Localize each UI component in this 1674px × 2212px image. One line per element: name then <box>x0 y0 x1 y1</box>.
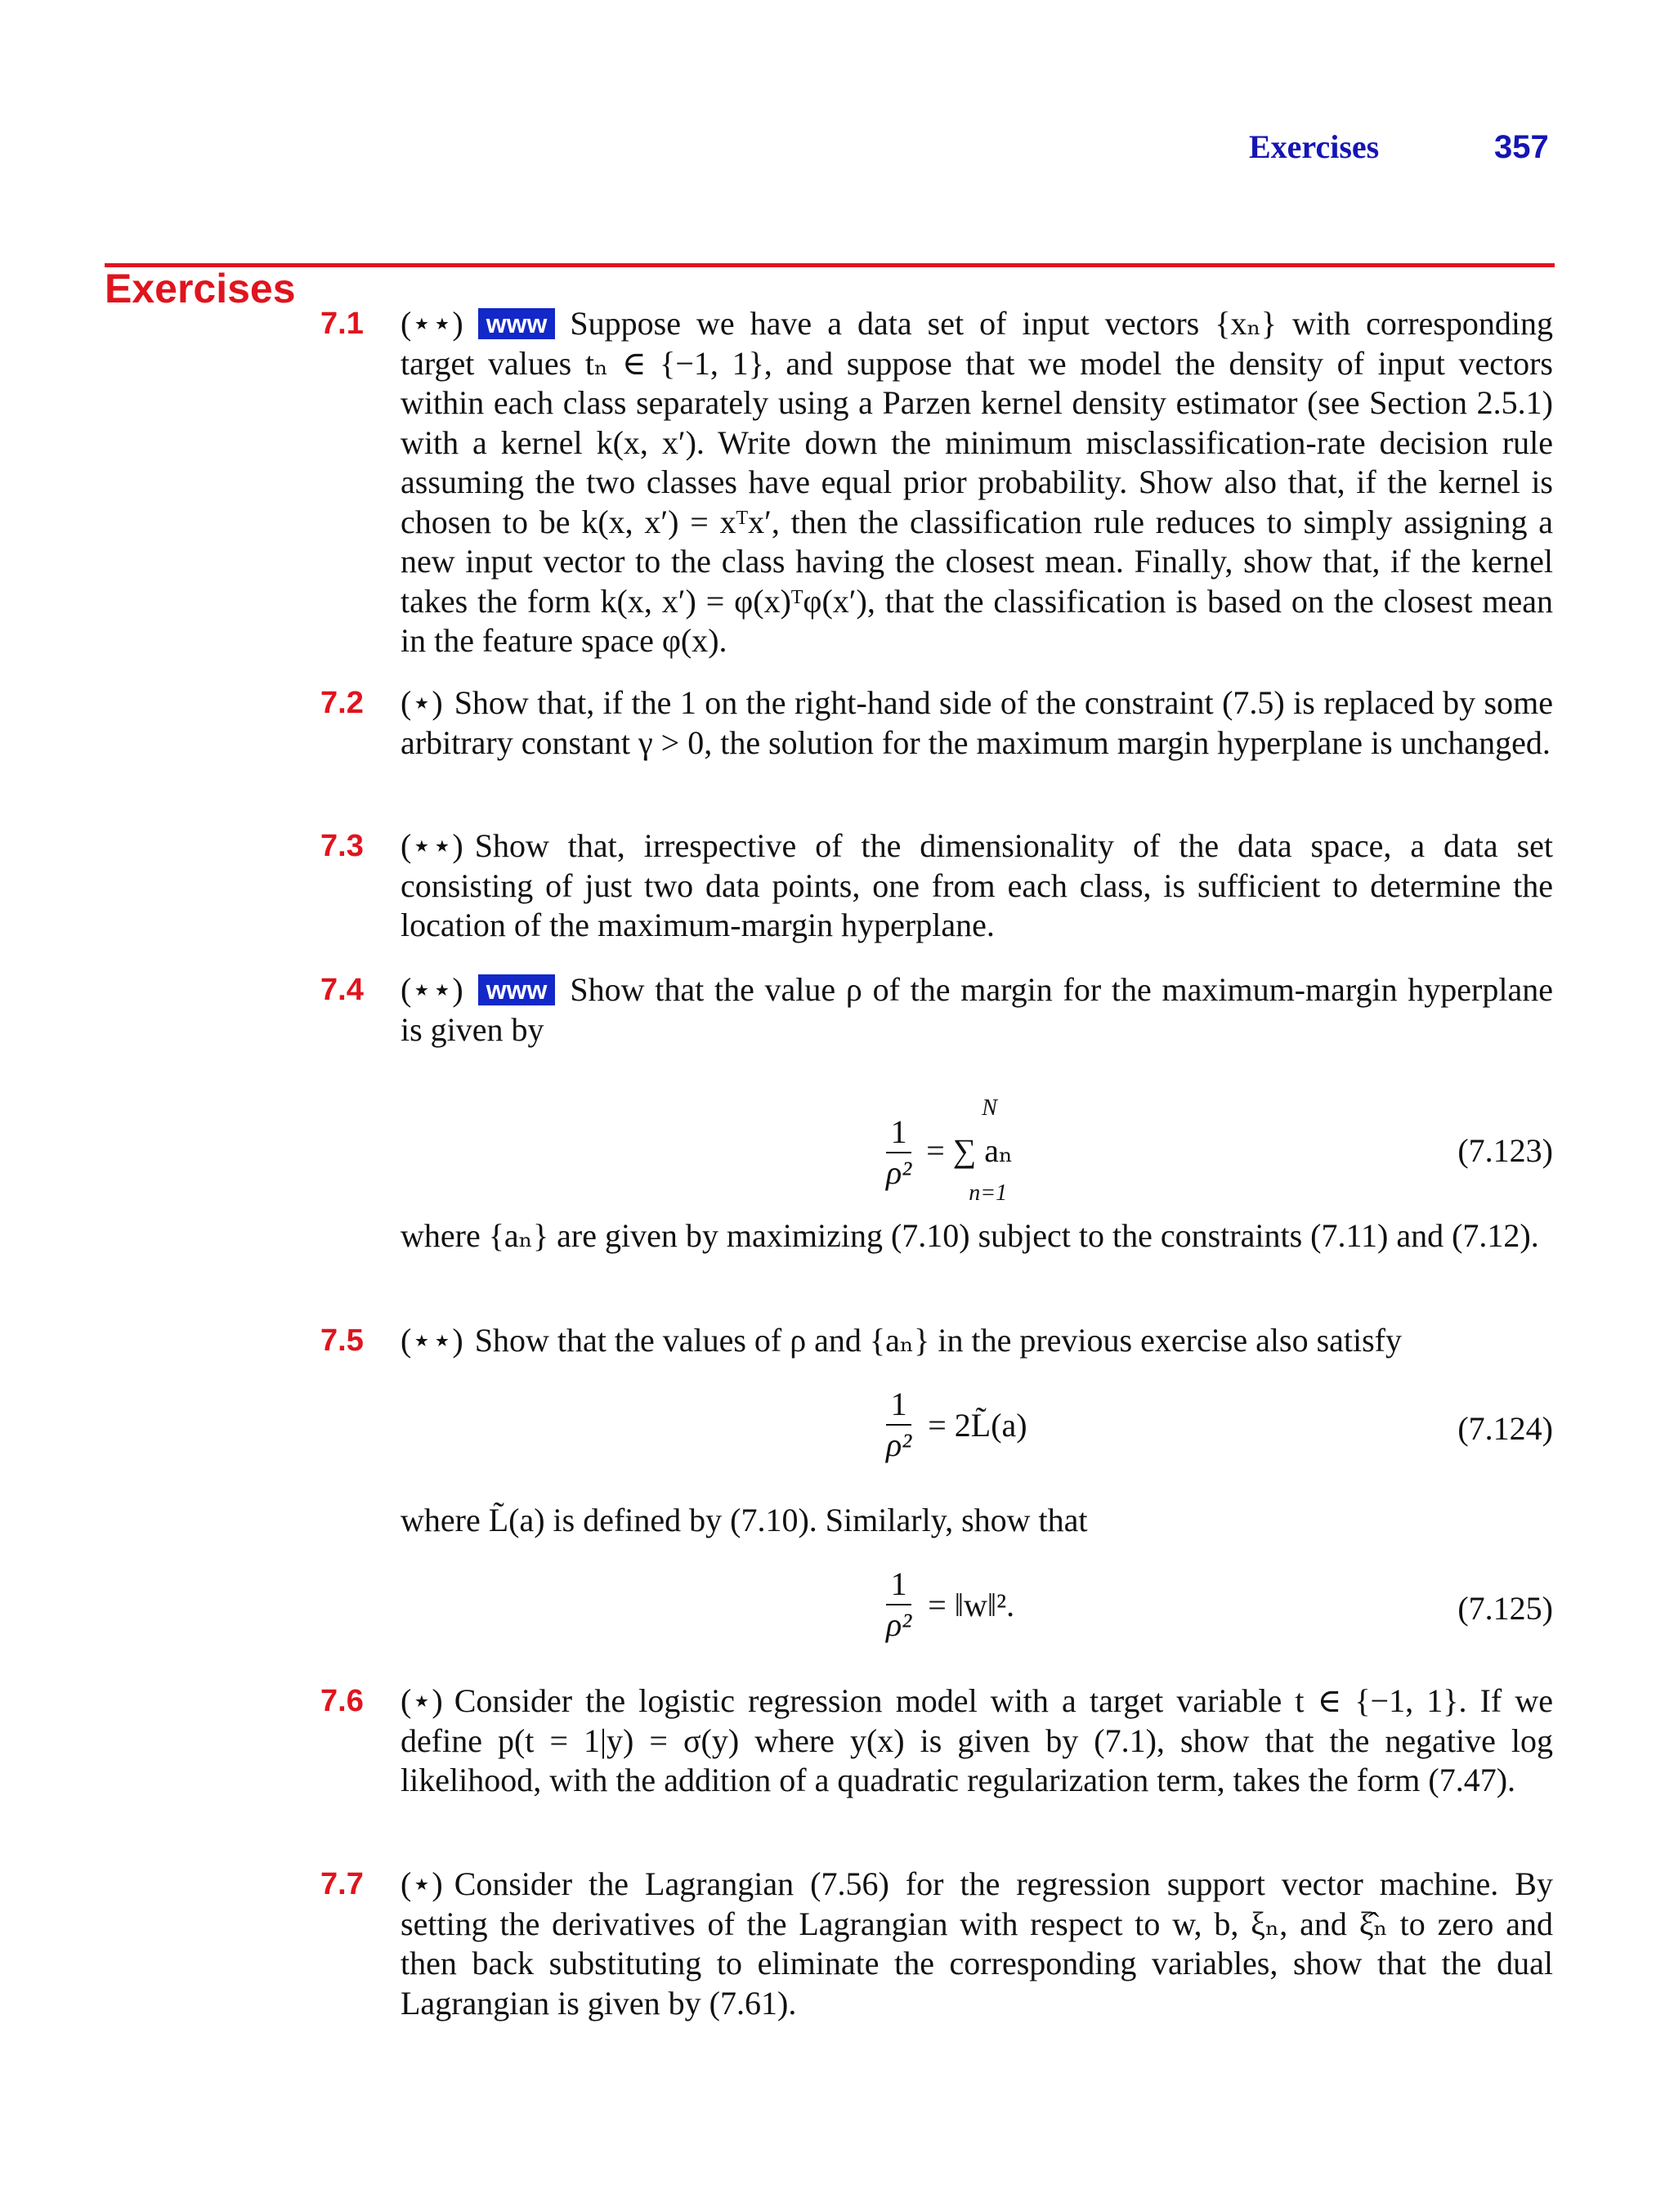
equation-rhs: = 2L̃(a) <box>928 1406 1027 1444</box>
exercise-text <box>322 970 1553 1050</box>
denominator: ρ² <box>886 1606 912 1643</box>
difficulty-stars: (⋆⋆) <box>401 971 463 1008</box>
exercise-7-2 <box>322 683 1553 763</box>
exercise-number: 7.6 <box>320 1684 364 1718</box>
difficulty-stars: (⋆) <box>401 1865 443 1902</box>
equation-7-123 <box>322 1095 1553 1210</box>
exercise-number: 7.5 <box>320 1323 364 1358</box>
exercise-body: Suppose we have a data set of input vectors {xₙ} with corresponding target values tₙ ∈ {−1, 1}, and suppose that we model the density of input vectors within each class separately using a Parzen kernel density estimator (see Section 2.5.1) with a kernel k(x, x′). Write down the minimum misclassification-rate decision rule assuming the two classes have equal prior probability. Show also that, if the kernel is chosen to be k(x, x′) = xᵀx′, then the classification rule reduces to simply assigning a new input vector to the class having the closest mean. Finally, show that, if the kernel takes the form k(x, x′) = φ(x)ᵀφ(x′), that the classification is based on the closest mean in the feature space φ(x). <box>401 305 1553 659</box>
exercise-7-1 <box>322 304 1553 661</box>
equation-body <box>886 1385 1027 1475</box>
page-number: 357 <box>1494 129 1549 165</box>
exercise-7-7 <box>322 1865 1553 2023</box>
difficulty-stars: (⋆⋆) <box>401 305 463 342</box>
sum-lower-limit: n=1 <box>969 1180 1008 1206</box>
equation-rhs: = ‖w‖². <box>928 1586 1015 1623</box>
sum-expression <box>920 1095 1059 1210</box>
equation-body <box>886 1565 1014 1655</box>
www-badge[interactable]: www <box>478 974 556 1005</box>
exercise-text <box>322 683 1553 763</box>
exercise-7-6 <box>322 1681 1553 1801</box>
exercise-text <box>322 304 1553 661</box>
fraction <box>886 1113 911 1193</box>
equation-label: (7.125) <box>1457 1590 1553 1627</box>
exercise-number: 7.3 <box>320 829 364 863</box>
exercise-7-5-continued <box>322 1501 1553 1541</box>
equation-7-125 <box>322 1565 1553 1655</box>
exercise-number: 7.4 <box>320 973 364 1007</box>
equation-label: (7.123) <box>1457 1132 1553 1169</box>
denominator: ρ² <box>886 1426 912 1463</box>
exercise-7-5 <box>322 1321 1553 1361</box>
difficulty-stars: (⋆⋆) <box>401 1322 463 1359</box>
running-title: Exercises <box>1249 128 1380 165</box>
exercise-text <box>322 1865 1553 2023</box>
difficulty-stars: (⋆) <box>401 684 443 721</box>
exercise-text <box>322 1681 1553 1801</box>
fraction <box>886 1385 911 1465</box>
denominator: ρ² <box>886 1154 912 1191</box>
www-badge[interactable]: www <box>478 308 556 339</box>
fraction <box>886 1565 911 1645</box>
equation-7-124 <box>322 1385 1553 1475</box>
exercise-text-after: where {aₙ} are given by maximizing (7.10) subject to the constraints (7.11) and (7.12). <box>401 1217 1539 1254</box>
exercise-text <box>322 1321 1553 1361</box>
sum-upper-limit: N <box>982 1095 997 1121</box>
numerator: 1 <box>886 1113 911 1153</box>
exercise-body: Consider the Lagrangian (7.56) for the regression support vector machine. By setting the derivatives of the Lagrangian with respect to w, b, ξₙ, and ξ̂ₙ to zero and then back substituting to eliminate the corresponding variables, show that the dual Lagrangian is given by (7.61). <box>401 1865 1553 2022</box>
numerator: 1 <box>886 1565 911 1605</box>
exercise-number: 7.7 <box>320 1867 364 1901</box>
section-rule <box>105 263 1555 267</box>
section-title: Exercises <box>105 266 296 311</box>
exercise-number: 7.2 <box>320 686 364 720</box>
exercise-body: Show that, if the 1 on the right-hand side of the constraint (7.5) is replaced by some arbitrary constant γ > 0, the solution for the maximum margin hyperplane is unchanged. <box>401 684 1553 761</box>
exercise-body: Show that the values of ρ and {aₙ} in the previous exercise also satisfy <box>474 1322 1402 1359</box>
exercise-body: Show that, irrespective of the dimensionality of the data space, a data set consisting of just two data points, one from each class, is sufficient to determine the location of the maximum-margin hyperplane. <box>401 827 1553 943</box>
exercise-number: 7.1 <box>320 307 364 341</box>
exercise-body: Show that the value ρ of the margin for the maximum-margin hyperplane is given by <box>401 971 1553 1048</box>
running-header <box>0 123 1674 172</box>
exercise-7-4 <box>322 970 1553 1050</box>
equation-label: (7.124) <box>1457 1410 1553 1447</box>
sum-term: = ∑ aₙ <box>926 1132 1014 1169</box>
numerator: 1 <box>886 1385 911 1426</box>
exercise-7-4-continued <box>322 1216 1553 1256</box>
difficulty-stars: (⋆) <box>401 1682 443 1719</box>
exercise-body: Consider the logistic regression model with a target variable t ∈ {−1, 1}. If we define p(t = 1|y) = σ(y) where y(x) is given by (7.1), show that the negative log likelihood, with the addition of a quadratic regularization term, takes the form (7.47). <box>401 1682 1553 1798</box>
exercise-7-3 <box>322 826 1553 946</box>
exercise-text <box>322 826 1553 946</box>
difficulty-stars: (⋆⋆) <box>401 827 463 864</box>
exercise-text-after: where L̃(a) is defined by (7.10). Similarly, show that <box>401 1502 1088 1538</box>
equation-body <box>886 1095 1059 1206</box>
